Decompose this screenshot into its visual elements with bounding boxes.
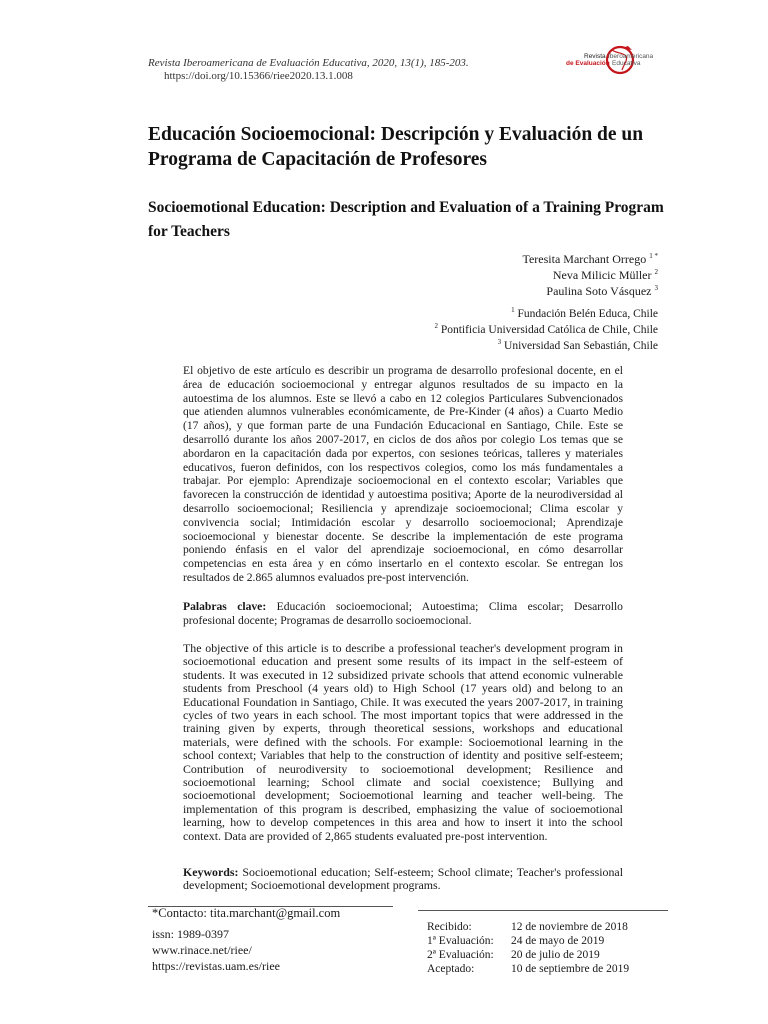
logo-line-2: Iberoamericana (608, 53, 654, 60)
keywords-text: Socioemotional education; Self-esteem; School climate; Teacher's professional development; Socioemotional development programs. (183, 865, 624, 893)
website-link[interactable]: www.rinace.net/riee/ (152, 943, 252, 957)
date-label: 1ª Evaluación: (427, 935, 494, 947)
dates-divider (418, 910, 668, 911)
affiliation-name: Universidad San Sebastián, Chile (504, 339, 658, 352)
affiliation-3 (498, 334, 658, 354)
contact-email[interactable]: *Contacto: tita.marchant@gmail.com (152, 906, 341, 920)
issn: issn: 1989-0397 (152, 927, 230, 941)
author-3 (546, 280, 658, 299)
journal-logo (562, 44, 672, 90)
date-label: Recibido: (427, 921, 472, 933)
abstract-spanish: El objetivo de este artículo es describir un programa de desarrollo profesional docente, en el área de educación socioemocional y entregar algunos resultados de su impacto en la autoestima de los alumnos. Este se llevó a cabo en 12 colegios Particulares Subvencionados que atienden alumnos vulnerables económicamente, de Pre-Kinder (4 años) a Cuarto Medio (17 años), y que forman parte de una Fundación Educacional en Santiago, Chile. Este se desarrolló durante los años 2007-2017, en ciclos de dos años por colegio Los temas que se abordaron en la capacitación dada por expertos, con sesiones teóricas, talleres y materiales educativos, fueron definidos, con los respectivos colegios, como los más fundamentales a trabajar. Por ejemplo: Aprendizaje socioemocional en el contexto escolar; Variables que favorecen la construcción de identidad y autoestima positiva; Aporte de la neurodiversidad al desarrollo socioemocional; Resiliencia y aprendizaje socioemocional; Clima escolar y convivencia social; Intimidación escolar y desarrollo socioemocional; Aprendizaje socioemocional y bienestar docente. Se describe la implementación de este programa poniendo énfasis en el valor del aprendizaje socioemocional, en cómo desarrollar competencias en esta área y en cómo insertarlo en el contexto escolar. Se entregan los resultados de 2.865 alumnos evaluados pre-post intervención. (183, 364, 623, 584)
date-label: Aceptado: (427, 963, 475, 975)
keywords-label: Palabras clave: (183, 600, 267, 613)
affiliation-name: Pontificia Universidad Católica de Chile, Chile (440, 323, 658, 336)
author-sup: 2 (654, 268, 658, 276)
author-sup: 3 (654, 284, 658, 292)
date-value: 20 de julio de 2019 (511, 949, 600, 961)
date-label: 2ª Evaluación: (427, 949, 494, 961)
keywords-label: Keywords: (183, 865, 239, 879)
doi-link[interactable]: https://doi.org/10.15366/riee2020.13.1.008 (164, 70, 353, 82)
date-value: 10 de septiembre de 2019 (511, 963, 630, 975)
author-sup: 1 * (649, 252, 658, 260)
keywords-text: Educación socioemocional; Autoestima; Clima escolar; Desarrollo profesional docente; Programas de desarrollo socioemocional. (183, 600, 623, 627)
author-name: Teresita Marchant Orrego (522, 252, 647, 266)
keywords-spanish (183, 600, 623, 628)
logo-line-1: Revista (584, 53, 606, 60)
title-spanish: Educación Socioemocional: Descripción y Evaluación de un Programa de Capacitación de Profesores (148, 124, 644, 170)
affiliation-name: Fundación Belén Educa, Chile (517, 307, 658, 320)
website-link-2[interactable]: https://revistas.uam.es/riee (152, 959, 280, 973)
author-name: Neva Milicic Müller (552, 268, 652, 282)
affiliation-sup: 2 (434, 322, 438, 330)
logo-line-4: Educativa (612, 60, 641, 67)
affiliation-sup: 3 (497, 338, 502, 346)
logo-line-3: de Evaluación (566, 60, 610, 67)
keywords-english (183, 866, 623, 893)
title-english: Socioemotional Education: Description and Evaluation of a Training Program for Teachers (148, 199, 664, 240)
journal-citation: Revista Iberoamericana de Evaluación Educativa, 2020, 13(1), 185-203. (148, 57, 469, 69)
abstract-english: The objective of this article is to describe a professional teacher's development program in socioemotional education and present some results of its impact in the self-esteem of students. It was executed in 12 subsidized private schools that attend economic vulnerable students from Preschool (4 years old) to High School (17 years old) and belong to an Educational Foundation in Santiago, Chile. It was executed the years 2007-2017, in training cycles of two years in each school. The most important topics that were addressed in the training given by experts, through theoretical sessions, workshops and educational materials, were defined with the schools. For example: Socioemotional learning in the school context; Variables that help to the construction of identity and positive self-esteem; Contribution of neurodiversity to socioemotional development; Resilience and socioemotional learning; School climate and social coexistence; Bullying and socioemotional development; Socioemotional learning and teacher well-being. The implementation of this program is described, emphasizing the value of socioemotional learning, how to develop competences in this area and how to insert it into the school context. Data are provided of 2,865 students evaluated pre-post intervention. (183, 641, 623, 843)
globe-logo-icon (562, 44, 672, 90)
date-value: 24 de mayo de 2019 (511, 935, 605, 947)
author-name: Paulina Soto Vásquez (546, 284, 652, 298)
affiliation-sup: 1 (511, 306, 515, 314)
date-value: 12 de noviembre de 2018 (511, 921, 628, 933)
